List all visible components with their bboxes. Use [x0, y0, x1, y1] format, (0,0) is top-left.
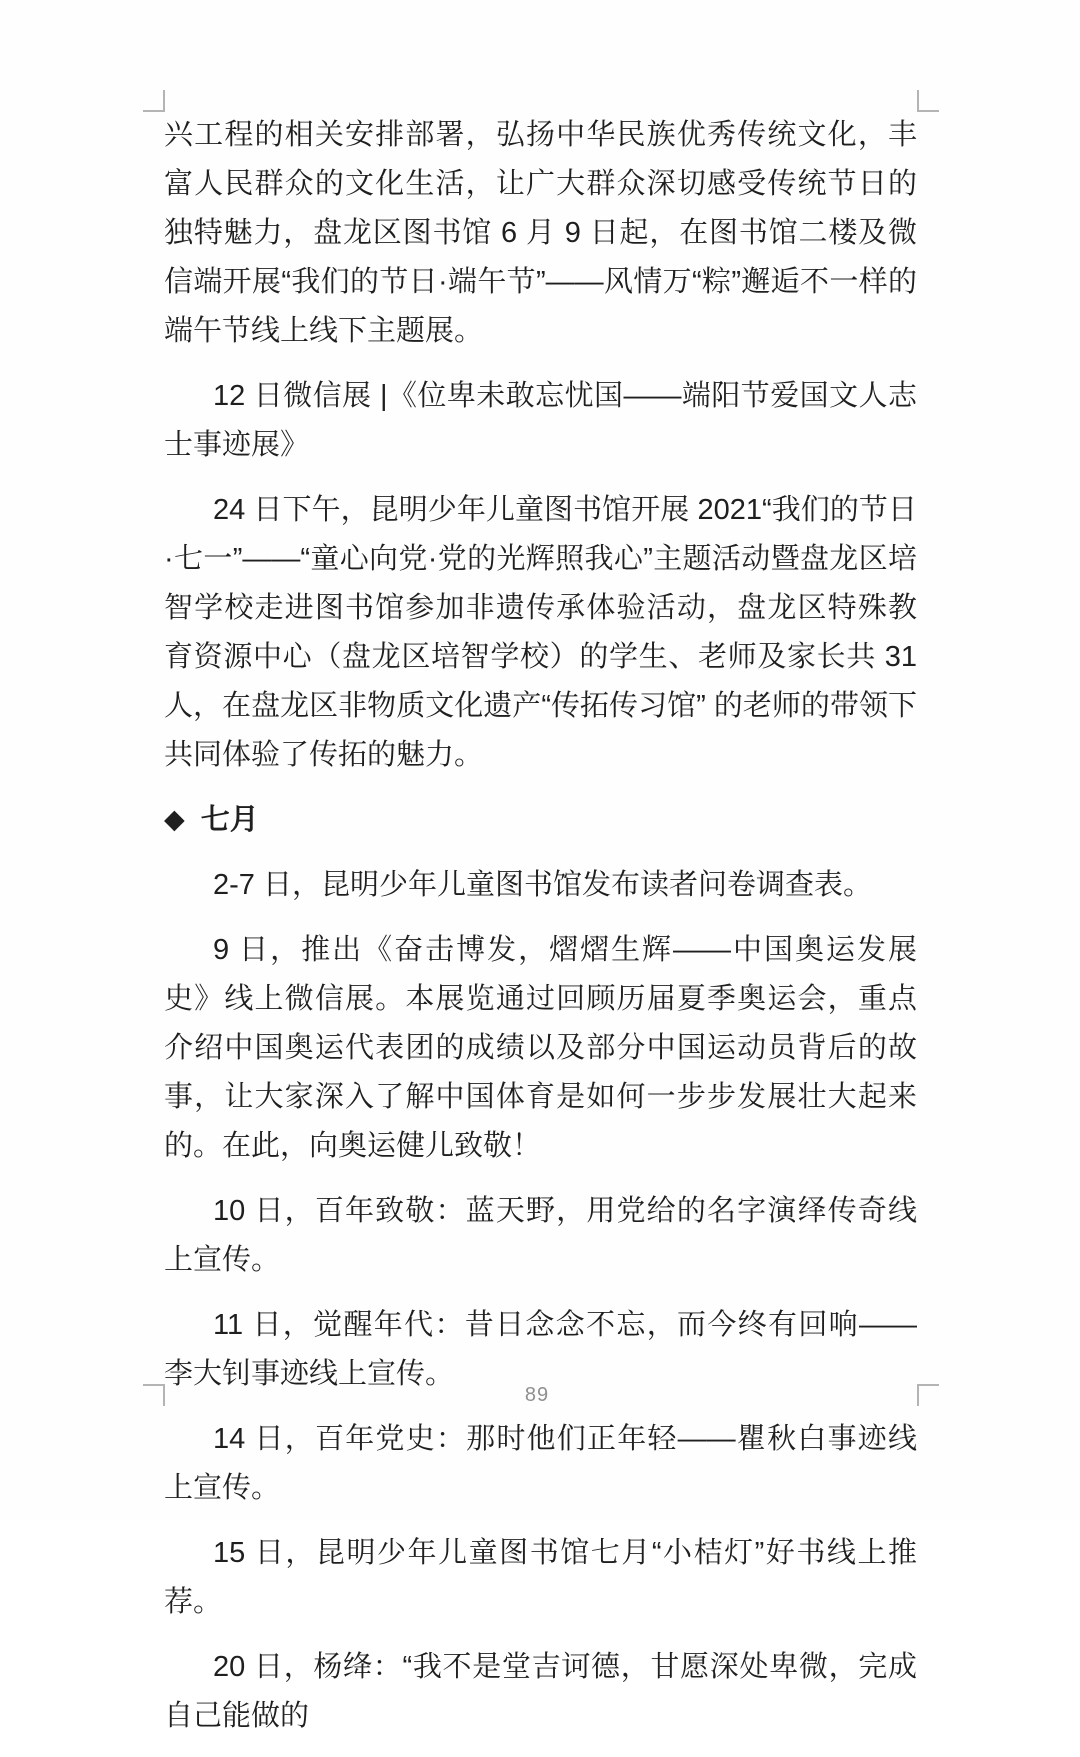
paragraph: 10 日，百年致敬：蓝天野，用党给的名字演绎传奇线上宣传。 — [164, 1195, 917, 1276]
page-number: 89 — [524, 1384, 550, 1406]
section-heading — [164, 796, 917, 845]
diamond-bullet-icon: ◆ — [164, 804, 185, 834]
text-boundary-mark-top-left — [143, 90, 165, 112]
paragraph: 12 日微信展 |《位卑未敢忘忧国——端阳节爱国文人志士事迹展》 — [164, 380, 917, 461]
paragraph: 20 日，杨绛：“我不是堂吉诃德，甘愿深处卑微，完成自己能做的 — [164, 1651, 917, 1732]
text-content — [164, 111, 917, 1757]
heading-label: 七月 — [200, 804, 259, 836]
paragraph: 兴工程的相关安排部署，弘扬中华民族优秀传统文化，丰富人民群众的文化生活，让广大群众深切感受传统节日的独特魅力，盘龙区图书馆 6 月 9 日起，在图书馆二楼及微信端开展“我们的节日·端午节”——风情万“粽”邂逅不一样的端午节线上线下主题展。 — [164, 119, 917, 347]
paragraph: 2-7 日，昆明少年儿童图书馆发布读者问卷调查表。 — [213, 869, 872, 901]
paragraph: 24 日下午，昆明少年儿童图书馆开展 2021“我们的节日·七一”——“童心向党·党的光辉照我心”主题活动暨盘龙区培智学校走进图书馆参加非遗传承体验活动，盘龙区特殊教育资源中心（盘龙区培智学校）的学生、老师及家长共 31 人，在盘龙区非物质文化遗产“传拓传习馆” 的老师的带领下共同体验了传拓的魅力。 — [164, 494, 917, 771]
text-boundary-mark-top-right — [917, 90, 939, 112]
paragraph: 11 日，觉醒年代：昔日念念不忘，而今终有回响——李大钊事迹线上宣传。 — [164, 1309, 917, 1390]
paragraph: 15 日，昆明少年儿童图书馆七月“小桔灯”好书线上推荐。 — [164, 1537, 917, 1618]
paragraph: 14 日，百年党史：那时他们正年轻——瞿秋白事迹线上宣传。 — [164, 1423, 917, 1504]
paragraph: 9 日，推出《奋击博发，熠熠生辉——中国奥运发展史》线上微信展。本展览通过回顾历届夏季奥运会，重点介绍中国奥运代表团的成绩以及部分中国运动员背后的故事，让大家深入了解中国体育是如何一步步发展壮大起来的。在此，向奥运健儿致敬！ — [164, 934, 917, 1162]
